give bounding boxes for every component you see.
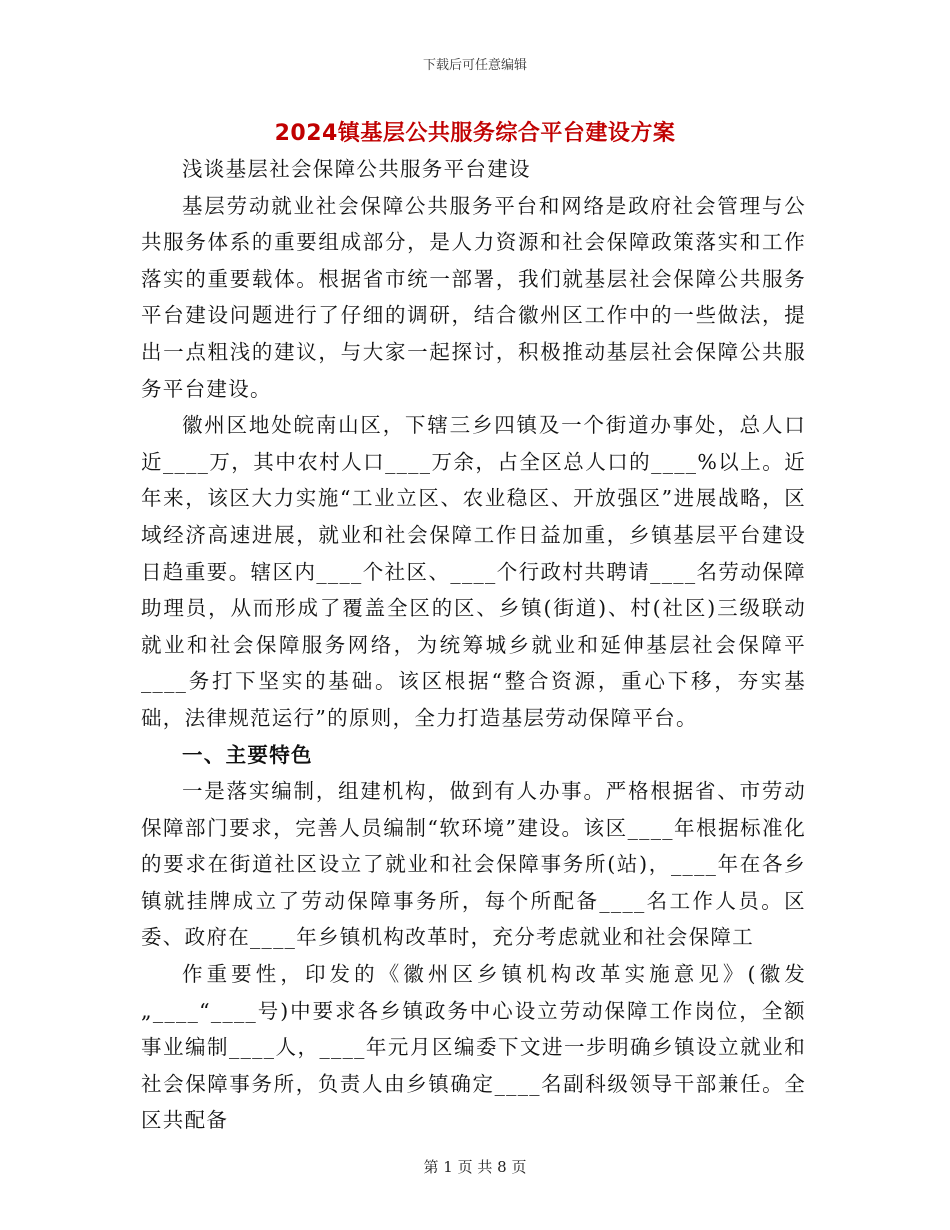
background-paragraph: 徽州区地处皖南山区，下辖三乡四镇及一个街道办事处，总人口近____万，其中农村人口____万余，占全区总人口的____%以上。近年来，该区大力实施“工业立区、农业稳区、开放强区”进展战略，区域经济高速进展，就业和社会保障工作日益加重，乡镇基层平台建设日趋重要。辖区内____个社区、____个行政村共聘请____名劳动保障助理员，从而形成了覆盖全区的区、乡镇(街道)、村(社区)三级联动就业和社会保障服务网络，为统筹城乡就业和延伸基层社会保障平____务打下坚实的基础。该区根据“整合资源，重心下移，夯实基础，法律规范运行”的原则，全力打造基层劳动保障平台。 <box>141 413 806 730</box>
page-number: 第 1 页 共 8 页 <box>423 1158 527 1176</box>
document-title: 2024镇基层公共服务综合平台建设方案 <box>274 121 676 146</box>
intro-paragraph: 基层劳动就业社会保障公共服务平台和网络是政府社会管理与公共服务体系的重要组成部分，是人力资源和社会保障政策落实和工作落实的重要载体。根据省市统一部署，我们就基层社会保障公共服务平台建设问题进行了仔细的调研，结合徽州区工作中的一些做法，提出一点粗浅的建议，与大家一起探讨，积极推动基层社会保障公共服务平台建设。 <box>141 193 806 401</box>
feature-paragraph-1: 一是落实编制，组建机构，做到有人办事。严格根据省、市劳动保障部门要求，完善人员编制“软环境”建设。该区____年根据标准化的要求在街道社区设立了就业和社会保障事务所(站)，____年在各乡镇就挂牌成立了劳动保障事务所，每个所配备____名工作人员。区委、政府在____年乡镇机构改革时，充分考虑就业和社会保障工 <box>141 779 806 950</box>
subtitle-paragraph: 浅谈基层社会保障公共服务平台建设 <box>182 157 531 181</box>
feature-paragraph-2: 作重要性，印发的《徽州区乡镇机构改革实施意见》(徽发„____“____号)中要求各乡镇政务中心设立劳动保障工作岗位，全额事业编制____人，____年元月区编委下文进一步明确乡镇设立就业和社会保障事务所，负责人由乡镇确定____名副科级领导干部兼任。全区共配备 <box>141 962 806 1133</box>
section-heading: 一、主要特色 <box>182 742 313 767</box>
header-note: 下载后可任意编辑 <box>422 58 527 73</box>
document-body <box>141 151 806 1139</box>
